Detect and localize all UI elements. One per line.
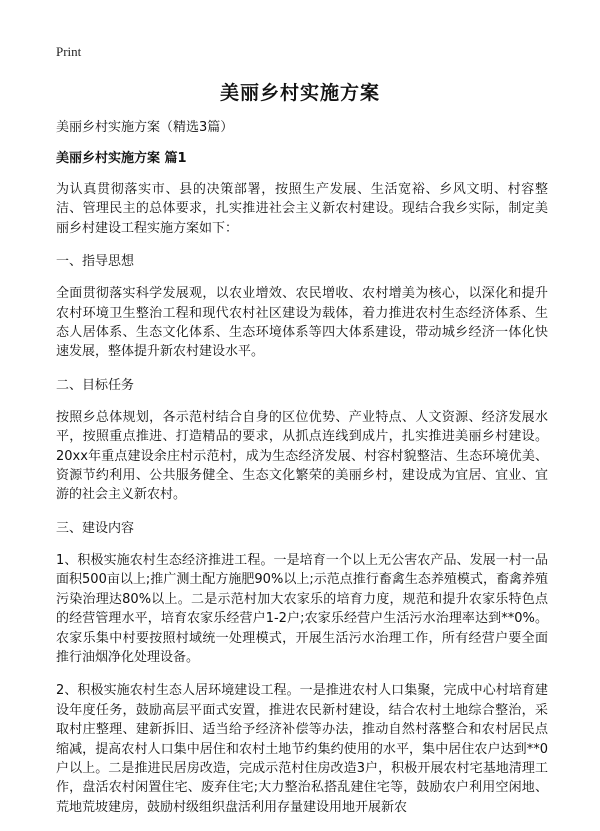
section-heading-construction-content: 三、建设内容 [56,520,135,536]
intro-paragraph: 为认真贯彻落实市、县的决策部署，按照生产发展、生活宽裕、乡风文明、村容整洁、管理民主的总体要求，扎实推进社会主义新农村建设。现结合我乡实际，制定美丽乡村建设工程实施方案如下： [56,182,548,236]
document-body [56,118,548,831]
page-title: 美丽乡村实施方案 [219,82,380,104]
document-subtitle: 美丽乡村实施方案（精选3篇） [56,120,234,135]
objectives-paragraph: 按照乡总体规划，各示范村结合自身的区位优势、产业特点、人文资源、经济发展水平，按照重点推进、打造精品的要求，从抓点连线到成片，扎实推进美丽乡村建设。20xx年重点建设余庄村示范村，成为生态经济发展、村容村貌整洁、生态环境优美、资源节约利用、公共服务健全、生态文化繁荣的美丽乡村，建设成为宜居、宜业、宜游的社会主义新农村。 [56,409,548,503]
part-heading: 美丽乡村实施方案 篇1 [56,151,187,166]
guiding-ideology-paragraph: 全面贯彻落实科学发展观，以农业增效、农民增收、农村增美为核心，以深化和提升农村环境卫生整治工程和现代农村社区建设为载体，着力推进农村生态经济体系、生态人居体系、生态文化体系、生态环境体系等四大体系建设，带动城乡经济一体化快速发展，整体提升新农村建设水平。 [56,286,548,360]
construction-item-2-paragraph: 2、积极实施农村生态人居环境建设工程。一是推进农村人口集聚，完成中心村培育建设年度任务，鼓励高层平面式安置，推进农民新村建设，结合农村土地综合整治，采取村庄整理、建新拆旧、适当给予经济补偿等办法，推动自然村落整合和农村居民点缩减，提高农村人口集中居住和农村土地节约集约使用的水平，集中居住农户达到**0户以上。二是推进民居房改造，完成示范村住房改造3户，积极开展农村宅基地清理工作，盘活农村闲置住宅、废弃住宅;大力整治私搭乱建住宅等，鼓励农户利用空闲地、荒地荒坡建房，鼓励村级组织盘活利用存量建设用地开展新农 [56,683,548,815]
section-heading-guiding-ideology: 一、指导思想 [56,254,135,270]
print-link[interactable]: Print [56,44,82,59]
construction-item-1-paragraph: 1、积极实施农村生态经济推进工程。一是培育一个以上无公害农产品、发展一村一品面积500亩以上;推广测土配方施肥90%以上;示范点推行畜禽生态养殖模式，畜禽养殖污染治理达80%以上。二是示范村加大农家乐的培育力度，规范和提升农家乐特色点的经营管理水平，培育农家乐经营户1-2户;农家乐经营户生活污水治理率达到**0%。农家乐集中村要按照村域统一处理模式，开展生活污水治理工作，所有经营户要全面推行油烟净化处理设备。 [56,552,548,665]
section-heading-objectives: 二、目标任务 [56,377,135,393]
